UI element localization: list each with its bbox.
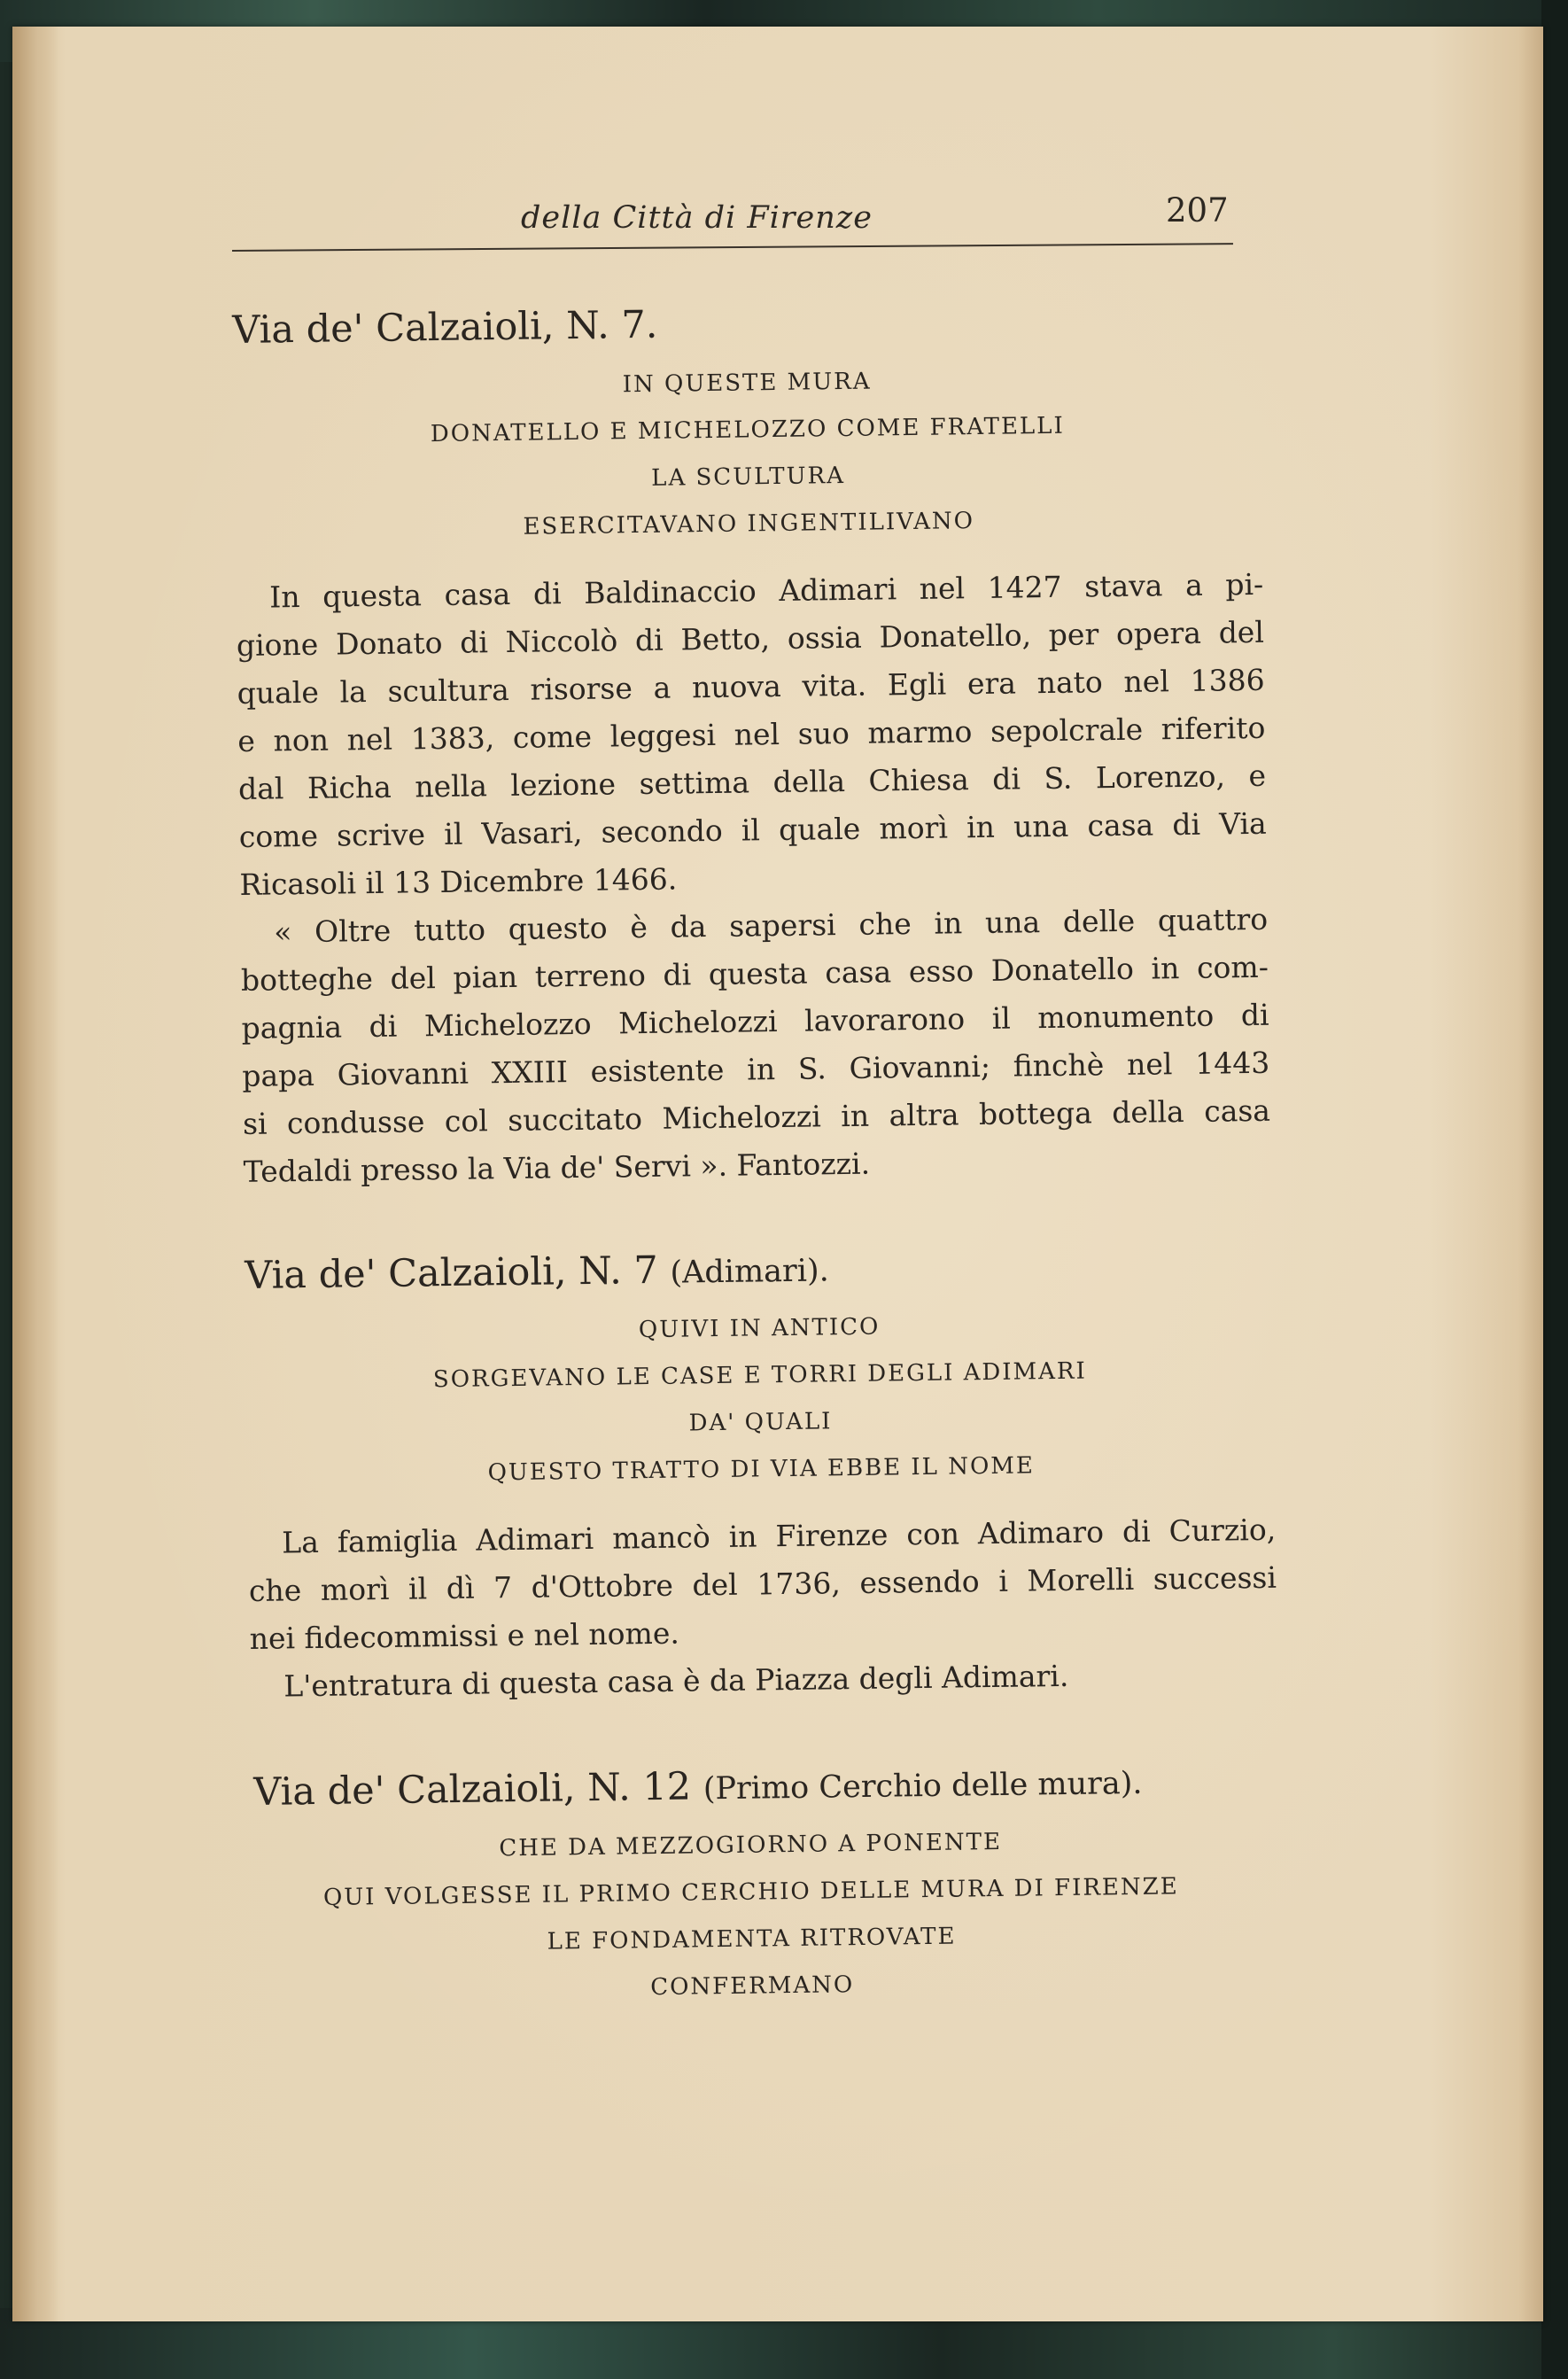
section-heading xyxy=(253,1757,1282,1815)
text-line: L'entratura di questa casa è da Piazza degli Adimari. xyxy=(283,1658,1069,1704)
inscription xyxy=(245,1299,1276,1500)
text-line: La famiglia Adimari mancò in Firenze con Adimaro di Curzio, xyxy=(282,1512,1277,1560)
inscription-line: IN QUESTE MURA xyxy=(622,368,872,399)
text-line: gione Donato di Niccolò di Betto, ossia Donatello, per opera del xyxy=(236,614,1265,663)
paragraph xyxy=(236,561,1268,909)
page-number: 207 xyxy=(1166,191,1229,229)
text-line: come scrive il Vasari, secondo il quale morì in una casa di Via xyxy=(238,805,1267,854)
book-backdrop-right xyxy=(1541,0,1568,2379)
inscription-line: CONFERMANO xyxy=(650,1971,855,2002)
inscription-line: SORGEVANO LE CASE E TORRI DEGLI ADIMARI xyxy=(432,1357,1087,1394)
text-line: dal Richa nella lezione settima della Chiesa di S. Lorenzo, e xyxy=(237,758,1267,806)
heading-main: Via de' Calzaioli, N. 7 xyxy=(245,1248,659,1298)
section-heading xyxy=(245,1240,1273,1298)
paragraph xyxy=(240,896,1271,1196)
inscription-line: DONATELLO E MICHELOZZO COME FRATELLI xyxy=(430,412,1065,448)
header-rule xyxy=(232,243,1233,252)
text-line: nei fidecommissi e nel nome. xyxy=(249,1615,680,1656)
inscription-line: DA' QUALI xyxy=(688,1408,833,1437)
heading-parenthetical: (Adimari). xyxy=(670,1253,829,1291)
inscription-line: LE FONDAMENTA RITROVATE xyxy=(547,1923,957,1955)
text-line: pagnia di Michelozzo Michelozzi lavorarono il monumento di xyxy=(241,997,1269,1046)
inscription-line: QUESTO TRATTO DI VIA EBBE IL NOME xyxy=(487,1452,1036,1487)
section-heading xyxy=(232,295,1261,353)
section-3 xyxy=(253,1757,1285,2017)
inscription-line: QUI VOLGESSE IL PRIMO CERCHIO DELLE MURA DI FIRENZE xyxy=(322,1873,1179,1911)
inscription xyxy=(254,1815,1249,2017)
text-line: Tedaldi presso la Via de' Servi ». Fantozzi. xyxy=(243,1146,871,1189)
section-2 xyxy=(245,1240,1278,1711)
text-line: « Oltre tutto questo è da sapersi che in una delle quattro xyxy=(273,901,1269,950)
page-gutter-shadow xyxy=(12,27,58,2321)
book-page xyxy=(12,27,1543,2321)
text-line: Ricasoli il 13 Dicembre 1466. xyxy=(239,861,678,902)
text-line: quale la scultura risorse a nuova vita. Egli era nato nel 1386 xyxy=(237,662,1265,711)
inscription-line: ESERCITAVANO INGENTILIVANO xyxy=(523,508,975,540)
inscription-line: QUIVI IN ANTICO xyxy=(638,1313,881,1344)
heading-main: Via de' Calzaioli, N. 7. xyxy=(232,302,658,353)
text-line: si condusse col succitato Michelozzi in altra bottega della casa xyxy=(242,1092,1271,1141)
inscription-line: LA SCULTURA xyxy=(651,462,846,492)
heading-parenthetical: (Primo Cerchio delle mura). xyxy=(702,1765,1143,1808)
text-line: e non nel 1383, come leggesi nel suo marmo sepolcrale riferito xyxy=(237,710,1266,758)
text-line: papa Giovanni XXIII esistente in S. Giovanni; finchè nel 1443 xyxy=(242,1045,1270,1093)
inscription xyxy=(233,354,1263,555)
section-1 xyxy=(232,295,1271,1196)
text-line: che morì il dì 7 d'Ottobre del 1736, essendo i Morelli successi xyxy=(248,1559,1277,1608)
paragraph xyxy=(248,1506,1277,1663)
text-line: botteghe del pian terreno di questa casa esso Donatello in com- xyxy=(240,949,1269,998)
running-head: della Città di Firenze xyxy=(521,200,873,236)
heading-main: Via de' Calzaioli, N. 12 xyxy=(253,1764,692,1815)
inscription-line: CHE DA MEZZOGIORNO A PONENTE xyxy=(499,1828,1003,1862)
text-line: In questa casa di Baldinaccio Adimari nel 1427 stava a pi- xyxy=(269,566,1264,615)
